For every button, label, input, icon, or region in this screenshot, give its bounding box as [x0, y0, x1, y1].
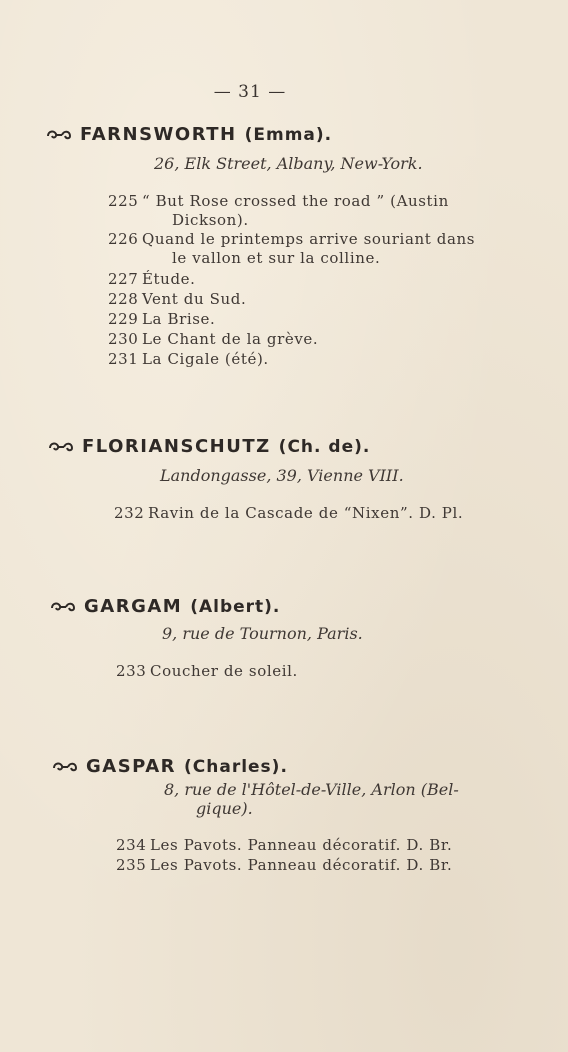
work-number: 226: [108, 230, 139, 248]
work-item: [114, 504, 463, 522]
work-title: “ But Rose crossed the road ” (Austin: [142, 192, 449, 210]
artist-address: 26, Elk Street, Albany, New-York.: [154, 154, 423, 173]
work-title: Le Chant de la grève.: [142, 330, 319, 348]
work-number: 231: [108, 350, 139, 368]
work-title: Ravin de la Cascade de “Nixen”. D. Pl.: [148, 504, 464, 522]
artist-name-line: [46, 124, 332, 145]
work-title: Coucher de soleil.: [150, 662, 298, 680]
artist-firstname: (Albert).: [190, 596, 281, 617]
work-title: Étude.: [142, 270, 196, 288]
work-number: 230: [108, 330, 139, 348]
artist-address: 9, rue de Tournon, Paris.: [162, 624, 363, 643]
artist-surname: FARNSWORTH: [80, 124, 237, 145]
work-item: [108, 230, 475, 248]
work-item: [116, 836, 452, 854]
artist-surname: FLORIANSCHUTZ: [82, 436, 271, 457]
fleuron-icon: [46, 128, 72, 142]
work-number: 234: [116, 836, 147, 854]
work-title: La Cigale (été).: [142, 350, 269, 368]
work-title: Les Pavots. Panneau décoratif. D. Br.: [150, 856, 453, 874]
artist-address: Landongasse, 39, Vienne VIII.: [160, 466, 404, 485]
work-title: Les Pavots. Panneau décoratif. D. Br.: [150, 836, 453, 854]
artist-surname: GARGAM: [84, 596, 183, 617]
work-item: [116, 856, 452, 874]
artist-name-line: [50, 596, 280, 617]
fleuron-icon: [50, 600, 76, 614]
artist-firstname: (Ch. de).: [278, 436, 371, 457]
work-item: [108, 270, 196, 288]
artist-address-continued: gique).: [196, 799, 253, 818]
work-number: 229: [108, 310, 139, 328]
work-item: [108, 192, 449, 210]
work-title: Quand le printemps arrive souriant dans: [142, 230, 476, 248]
work-item: [116, 662, 298, 680]
artist-address: 8, rue de l'Hôtel-de-Ville, Arlon (Bel-: [164, 780, 459, 799]
fleuron-icon: [48, 440, 74, 454]
work-title: Vent du Sud.: [142, 290, 247, 308]
work-item: [108, 330, 318, 348]
work-number: 228: [108, 290, 139, 308]
work-number: 227: [108, 270, 139, 288]
work-number: 225: [108, 192, 139, 210]
work-number: 232: [114, 504, 145, 522]
work-item: [108, 310, 215, 328]
artist-firstname: (Charles).: [184, 756, 288, 777]
artist-name-line: [52, 756, 288, 777]
artist-name-line: [48, 436, 370, 457]
fleuron-icon: [52, 760, 78, 774]
work-item: [108, 290, 246, 308]
work-number: 235: [116, 856, 147, 874]
work-title-continued: le vallon et sur la colline.: [172, 249, 381, 267]
work-title: La Brise.: [142, 310, 216, 328]
work-item: [108, 350, 269, 368]
work-number: 233: [116, 662, 147, 680]
page-number: — 31 —: [213, 82, 287, 102]
artist-surname: GASPAR: [86, 756, 176, 777]
work-title-continued: Dickson).: [172, 211, 249, 229]
artist-firstname: (Emma).: [244, 124, 333, 145]
